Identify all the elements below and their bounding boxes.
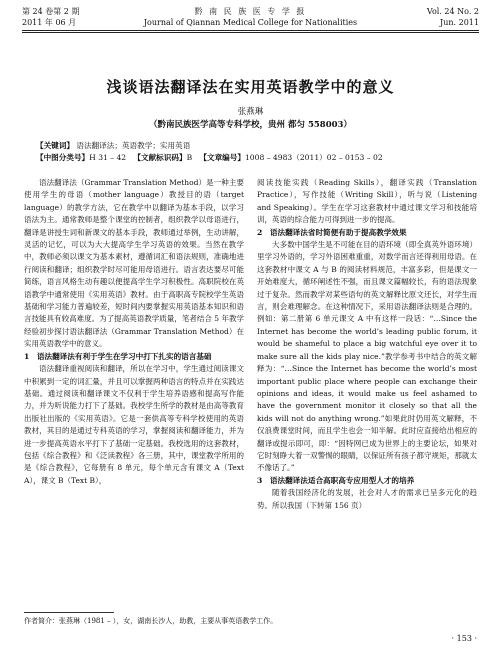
- clc-label: 【中图分类号】: [36, 153, 90, 162]
- header-rule: [22, 30, 479, 31]
- paragraph-section-1: 语法翻译重视阅读和翻译，所以在学习中，学生通过阅读课文中积累到一定的词汇量，并且可以掌握两种语言的特点并在实践达基础。通过阅读和翻译课文不仅利于学生培养语感和提高写作能力，并为听说能力打下了基础。我校学生所学的教材是由高等教育出版社出版的《实用英语》。它是一套供高等专科学校使用的英语教材，其目的是通过专科英语的学习，掌握阅读和翻译能力，并为进一步提高英语水平打下了基础一定基础。我校选用的这套教材，包括《综合教程》和《泛读教程》各三册，其中，课堂教学所用的是《综合教程》，它每册有 8 单元，每个单元含有课文 A（Text A），课文 B（Text B），: [24, 364, 244, 485]
- header-journal-cn: 黔 南 民 族 医 专 学 报: [194, 7, 307, 16]
- footnote-rule: [24, 612, 114, 613]
- paragraph-continued: 阅读技能实践（Reading Skills），翻译实践（Translation Practice），写作技能（Writing Skill），听与说（Listening and Speaking）。学生在学习这套教材中通过课文学习和技能培训，英语的综合能力可得到进一步的提高。: [257, 178, 477, 225]
- section-heading-1: 1 语法翻译法有利于学生在学习中打下扎实的语言基础: [24, 351, 212, 361]
- article-no: 1008 – 4983（2011）02 – 0153 – 02: [244, 153, 383, 162]
- paragraph-section-3: 随着我国经济化的发展，社会对人才的需求已呈多元化的趋势。所以我国（下转第 156 页）: [257, 488, 477, 510]
- header-journal-en: Journal of Qiannan Medical College for Nationalities: [143, 18, 358, 27]
- page-number: · 153 ·: [451, 634, 477, 643]
- keywords-label: 【关键词】: [36, 141, 74, 150]
- header-volume: 第 24 卷第 2 期: [22, 7, 80, 16]
- section-heading-2: 2 语法翻译法省时简便有助于提高教学效果: [257, 227, 407, 237]
- article-no-label: 【文章编号】: [199, 153, 245, 162]
- keywords-line: [36, 140, 465, 151]
- article-author: 张燕琳: [237, 107, 264, 117]
- article-affiliation: （黔南民族医学高等专科学校，贵州 都匀 558003）: [149, 120, 352, 130]
- header-date-en: Jun. 2011: [440, 18, 479, 27]
- clc-code: H 31 – 42: [89, 153, 127, 162]
- header-rule-thin: [22, 32, 479, 33]
- paragraph-section-2: 大多数中国学生是不可能在目的语环境（即全真英外语环境）里学习外语的，学习外语困难重重，对数学而言还得利用母语。在这套教材中课文 A 与 B 的阅读材料规范，丰富多彩，但是课文一开始难度大，循环阐述性不强，而且课文篇幅较长，有的语法现象过于复杂。然而教学对某些语句的英文解释比原文还长，对学生而言，则会难理解念。在这种情况下，采用语法翻译法则是合理的。例如：第二册第 6 单元课文 A 中有这样一段话：“…Since the Internet has become the world’s leading public forum, it would be shameful to place a big watchful eye over it to make sure all the kids play nice.”教学参考书中结合的英文解释为：“…Since the Internet has become the world’s most important public place where people can exchange their opinions and ideas, it would make us feel ashamed to have the government monitor it closely so that all the kids will not do anything wrong.”如果此时仍用英文解释，不仅浪费课堂时间，而且学生也会一知半解。此时应直接给出相应的翻译或提示即可，即：“因特网已成为世界上的主要论坛，如果对它时刻睁大着一双警惕的眼睛，以保证所有孩子都守规矩，那就太不像话了。”: [257, 240, 477, 473]
- paragraph-intro: 语法翻译法（Grammar Translation Method）是一种主要使用学生的母语（mother language）教授目的语（target language）的教学方法，它在教学中以翻译为基本手段，以学习语法为主。通常教师是整个课堂的控制者，组织教学以母语进行，翻译是讲授生词和新课文的基本手段，教师通过举例，生动讲解，灵活的记忆，可以为大大提高学生学习英语的效果。当然在教学中，教师必须以课文为基本素材，遵循词汇和语法规则，准确地进行阅读和翻译；组织教学时尽可能用母语进行。语言表达要尽可能简练，语言风格生动有趣以便提高学生学习积极性。高职院校在英语教学中通常使用《实用英语》教材。由于高职高专院校学生英语基础和学习能力普遍较差，短时间内要掌握实用英语基本知识和语言技能具有较高难度。为了提高英语教学质量，笔者结合 5 年教学经验初步探讨语法翻译法（Grammar Translation Method）在实用英语教学中的意义。: [24, 178, 244, 349]
- keywords: 语法翻译法；英语教学；实用英语: [76, 141, 191, 150]
- section-heading-3: 3 语法翻译法适合高职高专应用型人才的培养: [257, 475, 415, 485]
- left-column: [24, 177, 244, 487]
- article-title: 浅谈语法翻译法在实用英语教学中的意义: [106, 78, 395, 96]
- header-volume-en: Vol. 24 No. 2: [426, 7, 479, 16]
- doc-code: B: [186, 153, 193, 162]
- doc-code-label: 【文献标识码】: [133, 153, 187, 162]
- right-column: [257, 177, 477, 512]
- header-date: 2011 年 06 月: [22, 18, 77, 27]
- author-footnote: 作者简介：张燕琳（1981 – ），女，湖南长沙人，助教，主要从事英语教学工作。: [24, 617, 278, 625]
- classification-line: [36, 152, 465, 163]
